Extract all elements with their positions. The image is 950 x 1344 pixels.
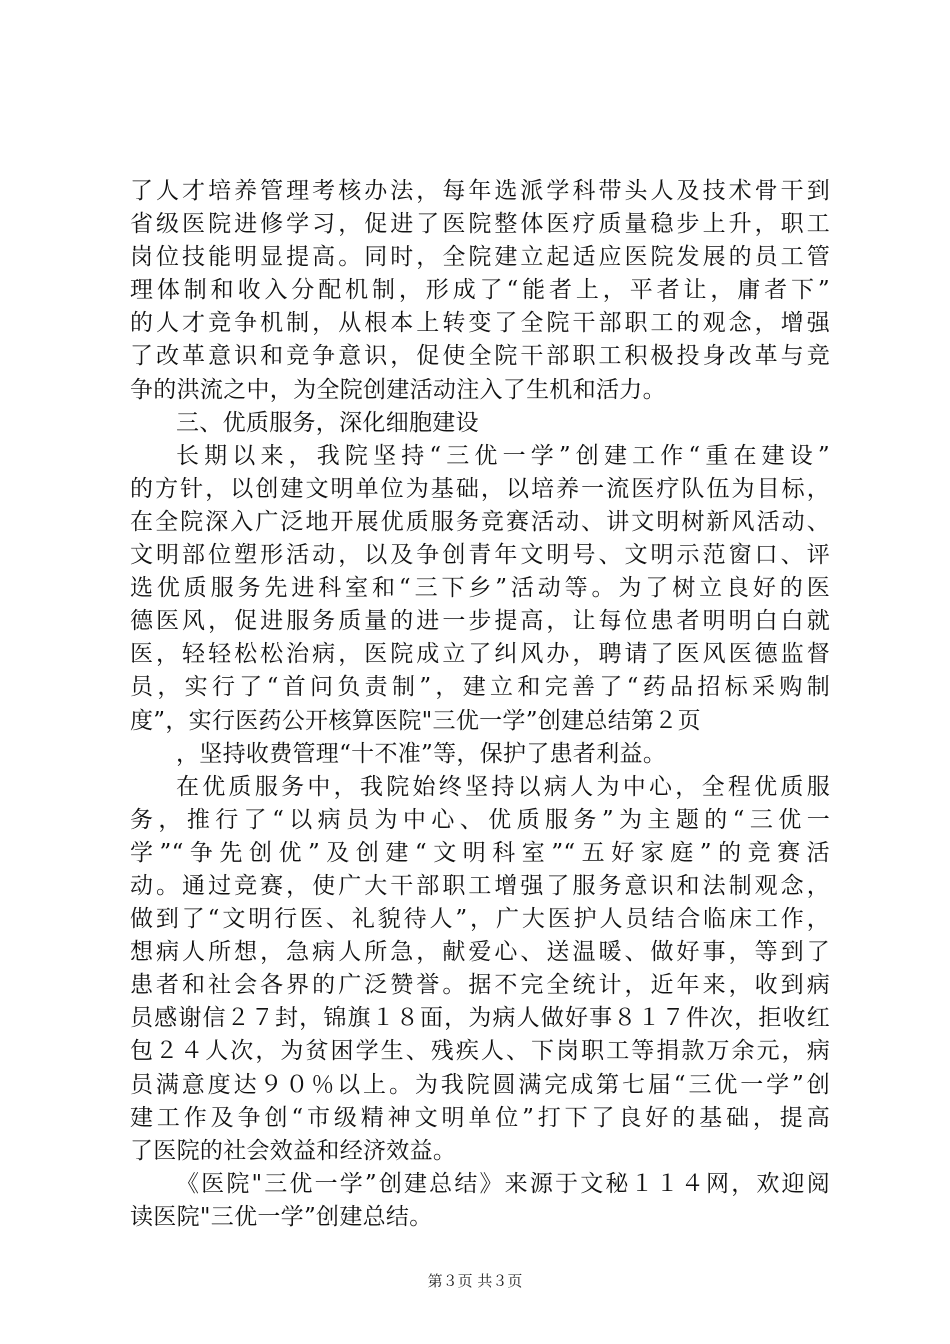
page-number-footer: 第３页 共３页 <box>427 1272 523 1290</box>
paragraph-line: 员感谢信２７封，锦旗１８面，为病人做好事８１７件次，拒收红 <box>130 1005 830 1032</box>
paragraph-line: 度”，实行医药公开核算医院"三优一学”创建总结第２页 <box>130 707 701 734</box>
paragraph-line: 学”“争先创优”及创建“文明科室”“五好家庭”的竞赛活 <box>130 839 830 866</box>
paragraph-line: 员满意度达９０％以上。为我院圆满完成第七届“三优一学”创 <box>130 1071 830 1098</box>
paragraph-line: ，坚持收费管理“十不准”等，保护了患者利益。 <box>176 740 667 767</box>
paragraph-line: 的人才竞争机制，从根本上转变了全院干部职工的观念，增强 <box>130 310 830 337</box>
paragraph-line: 医，轻轻松松治病，医院成立了纠风办，聘请了医风医德监督 <box>130 641 830 668</box>
paragraph-line: 想病人所想，急病人所急，献爱心、送温暖、做好事，等到了 <box>130 939 830 966</box>
paragraph-line: 省级医院进修学习，促进了医院整体医疗质量稳步上升，职工 <box>130 211 830 238</box>
paragraph-line: 建工作及争创“市级精神文明单位”打下了良好的基础，提高 <box>130 1104 830 1131</box>
paragraph-line: 在优质服务中，我院始终坚持以病人为中心，全程优质服 <box>176 773 830 800</box>
paragraph-line: 了医院的社会效益和经济效益。 <box>130 1137 457 1164</box>
section-heading: 三、优质服务，深化细胞建设 <box>176 409 479 436</box>
paragraph-line: 做到了“文明行医、礼貌待人”，广大医护人员结合临床工作， <box>130 906 830 933</box>
paragraph-line: 理体制和收入分配机制，形成了“能者上，平者让，庸者下” <box>130 277 830 304</box>
paragraph-line: 的方针，以创建文明单位为基础，以培养一流医疗队伍为目标， <box>130 475 830 502</box>
paragraph-line: 患者和社会各界的广泛赞誉。据不完全统计，近年来，收到病 <box>130 972 830 999</box>
paragraph-line: 选优质服务先进科室和“三下乡”活动等。为了树立良好的医 <box>130 575 830 602</box>
source-note-line: 读医院"三优一学”创建总结。 <box>130 1203 433 1230</box>
paragraph-line: 包２４人次，为贫困学生、残疾人、下岗职工等捐款万余元，病 <box>130 1038 830 1065</box>
paragraph-line: 了人才培养管理考核办法，每年选派学科带头人及技术骨干到 <box>130 178 830 204</box>
paragraph-line: 在全院深入广泛地开展优质服务竞赛活动、讲文明树新风活动、 <box>130 508 830 535</box>
paragraph-line: 动。通过竞赛，使广大干部职工增强了服务意识和法制观念， <box>130 872 830 899</box>
paragraph-line: 长期以来，我院坚持“三优一学”创建工作“重在建设” <box>176 442 830 469</box>
paragraph-line: 员，实行了“首问负责制”，建立和完善了“药品招标采购制 <box>130 674 830 701</box>
paragraph-line: 德医风，促进服务质量的进一步提高，让每位患者明明白白就 <box>130 608 830 635</box>
paragraph-line: 文明部位塑形活动，以及争创青年文明号、文明示范窗口、评 <box>130 542 830 569</box>
paragraph-line: 务，推行了“以病员为中心、优质服务”为主题的“三优一 <box>130 806 830 833</box>
paragraph-line: 了改革意识和竞争意识，促使全院干部职工积极投身改革与竞 <box>130 343 830 370</box>
paragraph-line: 争的洪流之中，为全院创建活动注入了生机和活力。 <box>130 376 666 403</box>
paragraph-line: 岗位技能明显提高。同时，全院建立起适应医院发展的员工管 <box>130 244 830 271</box>
document-body <box>130 175 830 1234</box>
source-note-line: 《医院"三优一学”创建总结》来源于文秘１１４网，欢迎阅 <box>176 1170 830 1197</box>
